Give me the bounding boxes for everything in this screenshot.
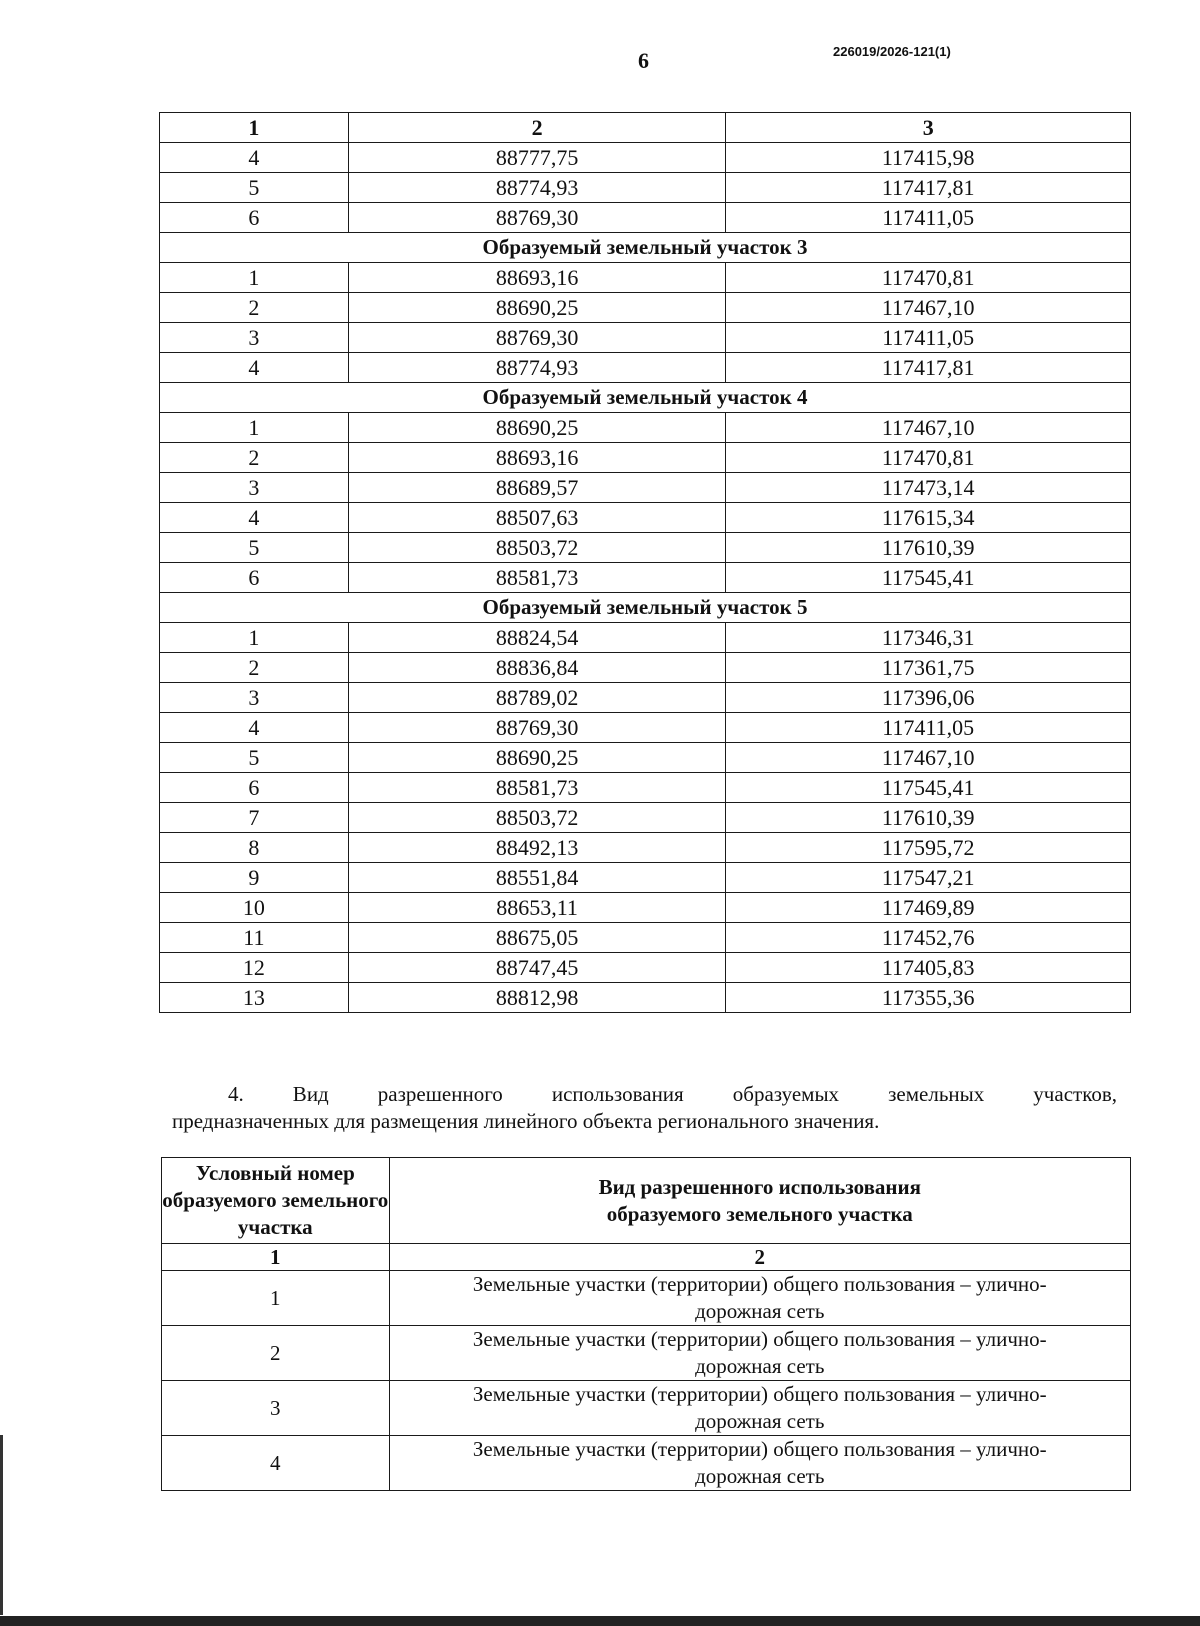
- table-row: [160, 263, 1131, 293]
- x-coordinate: 88774,93: [348, 353, 726, 383]
- y-coordinate: 117545,41: [726, 773, 1131, 803]
- y-coordinate: 117545,41: [726, 563, 1131, 593]
- section-title: Образуемый земельный участок 4: [160, 383, 1131, 413]
- y-coordinate: 117411,05: [726, 203, 1131, 233]
- x-coordinate: 88789,02: [348, 683, 726, 713]
- y-coordinate: 117355,36: [726, 983, 1131, 1013]
- section-title: Образуемый земельный участок 3: [160, 233, 1131, 263]
- table-header-row: [160, 113, 1131, 143]
- y-coordinate: 117467,10: [726, 743, 1131, 773]
- permitted-use: [389, 1271, 1130, 1326]
- x-coordinate: 88693,16: [348, 443, 726, 473]
- table-row: [160, 833, 1131, 863]
- point-number: 1: [160, 413, 349, 443]
- y-coordinate: 117470,81: [726, 263, 1131, 293]
- permitted-use: [389, 1436, 1130, 1491]
- table-row: [160, 563, 1131, 593]
- y-coordinate: 117405,83: [726, 953, 1131, 983]
- point-number: 4: [160, 143, 349, 173]
- x-coordinate: 88675,05: [348, 923, 726, 953]
- point-number: 5: [160, 173, 349, 203]
- point-number: 4: [160, 503, 349, 533]
- table-row: [160, 653, 1131, 683]
- x-coordinate: 88503,72: [348, 533, 726, 563]
- table-row: [160, 893, 1131, 923]
- section-title-row: [160, 383, 1131, 413]
- y-coordinate: 117610,39: [726, 533, 1131, 563]
- y-coordinate: 117411,05: [726, 323, 1131, 353]
- scan-bottom-border: [0, 1616, 1200, 1626]
- use-table-header-row: [162, 1158, 1131, 1244]
- table-row: [160, 173, 1131, 203]
- y-coordinate: 117547,21: [726, 863, 1131, 893]
- point-number: 11: [160, 923, 349, 953]
- y-coordinate: 117473,14: [726, 473, 1131, 503]
- section-title: Образуемый земельный участок 5: [160, 593, 1131, 623]
- table-row: [160, 983, 1131, 1013]
- y-coordinate: 117346,31: [726, 623, 1131, 653]
- table-row: [160, 863, 1131, 893]
- plot-number: 4: [162, 1436, 390, 1491]
- table-row: [160, 533, 1131, 563]
- point-number: 5: [160, 533, 349, 563]
- point-number: 4: [160, 353, 349, 383]
- col-header-permitted-use: Вид разрешенного использования образуемого земельного участка: [389, 1158, 1130, 1244]
- page-number: 6: [638, 48, 649, 73]
- x-coordinate: 88689,57: [348, 473, 726, 503]
- point-number: 10: [160, 893, 349, 923]
- plot-number: 2: [162, 1326, 390, 1381]
- x-coordinate: 88690,25: [348, 743, 726, 773]
- section-title-row: [160, 593, 1131, 623]
- x-coordinate: 88503,72: [348, 803, 726, 833]
- point-number: 3: [160, 473, 349, 503]
- permitted-use-text: Земельные участки (территории) общего пользования – улично-дорожная сеть: [472, 1327, 1047, 1378]
- x-coordinate: 88690,25: [348, 413, 726, 443]
- x-coordinate: 88581,73: [348, 773, 726, 803]
- column-header: 3: [726, 113, 1131, 143]
- x-coordinate: 88492,13: [348, 833, 726, 863]
- table-row: [160, 953, 1131, 983]
- use-table-row: [162, 1436, 1131, 1491]
- point-number: 3: [160, 323, 349, 353]
- table-row: [160, 293, 1131, 323]
- x-coordinate: 88551,84: [348, 863, 726, 893]
- table-row: [160, 473, 1131, 503]
- point-number: 4: [160, 713, 349, 743]
- y-coordinate: 117467,10: [726, 293, 1131, 323]
- x-coordinate: 88690,25: [348, 293, 726, 323]
- table-row: [160, 923, 1131, 953]
- document-code: 226019/2026-121(1): [833, 44, 951, 59]
- y-coordinate: 117415,98: [726, 143, 1131, 173]
- col-number-1: 1: [162, 1244, 390, 1271]
- point-number: 2: [160, 443, 349, 473]
- y-coordinate: 117452,76: [726, 923, 1131, 953]
- permitted-use-text: Земельные участки (территории) общего пользования – улично-дорожная сеть: [472, 1272, 1047, 1323]
- y-coordinate: 117411,05: [726, 713, 1131, 743]
- y-coordinate: 117361,75: [726, 653, 1131, 683]
- y-coordinate: 117595,72: [726, 833, 1131, 863]
- table-row: [160, 713, 1131, 743]
- table-row: [160, 503, 1131, 533]
- permitted-use-text: Земельные участки (территории) общего пользования – улично-дорожная сеть: [472, 1382, 1047, 1433]
- column-header: 1: [160, 113, 349, 143]
- x-coordinate: 88812,98: [348, 983, 726, 1013]
- table-row: [160, 803, 1131, 833]
- y-coordinate: 117469,89: [726, 893, 1131, 923]
- point-number: 2: [160, 293, 349, 323]
- x-coordinate: 88836,84: [348, 653, 726, 683]
- use-table-row: [162, 1271, 1131, 1326]
- x-coordinate: 88769,30: [348, 713, 726, 743]
- y-coordinate: 117417,81: [726, 173, 1131, 203]
- permitted-use: [389, 1326, 1130, 1381]
- plot-number: 1: [162, 1271, 390, 1326]
- col-number-2: 2: [389, 1244, 1130, 1271]
- table-row: [160, 323, 1131, 353]
- point-number: 6: [160, 563, 349, 593]
- use-table-row: [162, 1381, 1131, 1436]
- permitted-use: [389, 1381, 1130, 1436]
- point-number: 6: [160, 203, 349, 233]
- plot-number: 3: [162, 1381, 390, 1436]
- table-row: [160, 623, 1131, 653]
- x-coordinate: 88774,93: [348, 173, 726, 203]
- point-number: 5: [160, 743, 349, 773]
- point-number: 6: [160, 773, 349, 803]
- table-row: [160, 443, 1131, 473]
- section-4-paragraph: [172, 1081, 1117, 1135]
- point-number: 7: [160, 803, 349, 833]
- y-coordinate: 117615,34: [726, 503, 1131, 533]
- y-coordinate: 117417,81: [726, 353, 1131, 383]
- permitted-use-text: Земельные участки (территории) общего пользования – улично-дорожная сеть: [472, 1437, 1047, 1488]
- table-row: [160, 743, 1131, 773]
- x-coordinate: 88693,16: [348, 263, 726, 293]
- x-coordinate: 88777,75: [348, 143, 726, 173]
- x-coordinate: 88769,30: [348, 203, 726, 233]
- paragraph-line-1: 4. Вид разрешенного использования образуемых земельных участков,: [228, 1082, 1117, 1106]
- x-coordinate: 88824,54: [348, 623, 726, 653]
- section-title-row: [160, 233, 1131, 263]
- col-header-plot-number: Условный номер образуемого земельного участка: [162, 1158, 390, 1244]
- table-row: [160, 683, 1131, 713]
- point-number: 13: [160, 983, 349, 1013]
- table-row: [160, 203, 1131, 233]
- scan-edge-mark: [0, 1435, 3, 1615]
- coordinates-table: [159, 112, 1131, 1013]
- point-number: 8: [160, 833, 349, 863]
- x-coordinate: 88769,30: [348, 323, 726, 353]
- x-coordinate: 88653,11: [348, 893, 726, 923]
- point-number: 2: [160, 653, 349, 683]
- use-table-number-row: [162, 1244, 1131, 1271]
- column-header: 2: [348, 113, 726, 143]
- point-number: 1: [160, 623, 349, 653]
- x-coordinate: 88747,45: [348, 953, 726, 983]
- y-coordinate: 117610,39: [726, 803, 1131, 833]
- point-number: 1: [160, 263, 349, 293]
- point-number: 3: [160, 683, 349, 713]
- paragraph-line-2: предназначенных для размещения линейного объекта регионального значения.: [172, 1109, 880, 1133]
- table-row: [160, 773, 1131, 803]
- table-row: [160, 143, 1131, 173]
- point-number: 12: [160, 953, 349, 983]
- x-coordinate: 88507,63: [348, 503, 726, 533]
- y-coordinate: 117467,10: [726, 413, 1131, 443]
- x-coordinate: 88581,73: [348, 563, 726, 593]
- y-coordinate: 117396,06: [726, 683, 1131, 713]
- point-number: 9: [160, 863, 349, 893]
- table-row: [160, 353, 1131, 383]
- table-row: [160, 413, 1131, 443]
- y-coordinate: 117470,81: [726, 443, 1131, 473]
- use-table-row: [162, 1326, 1131, 1381]
- permitted-use-table: [161, 1157, 1131, 1491]
